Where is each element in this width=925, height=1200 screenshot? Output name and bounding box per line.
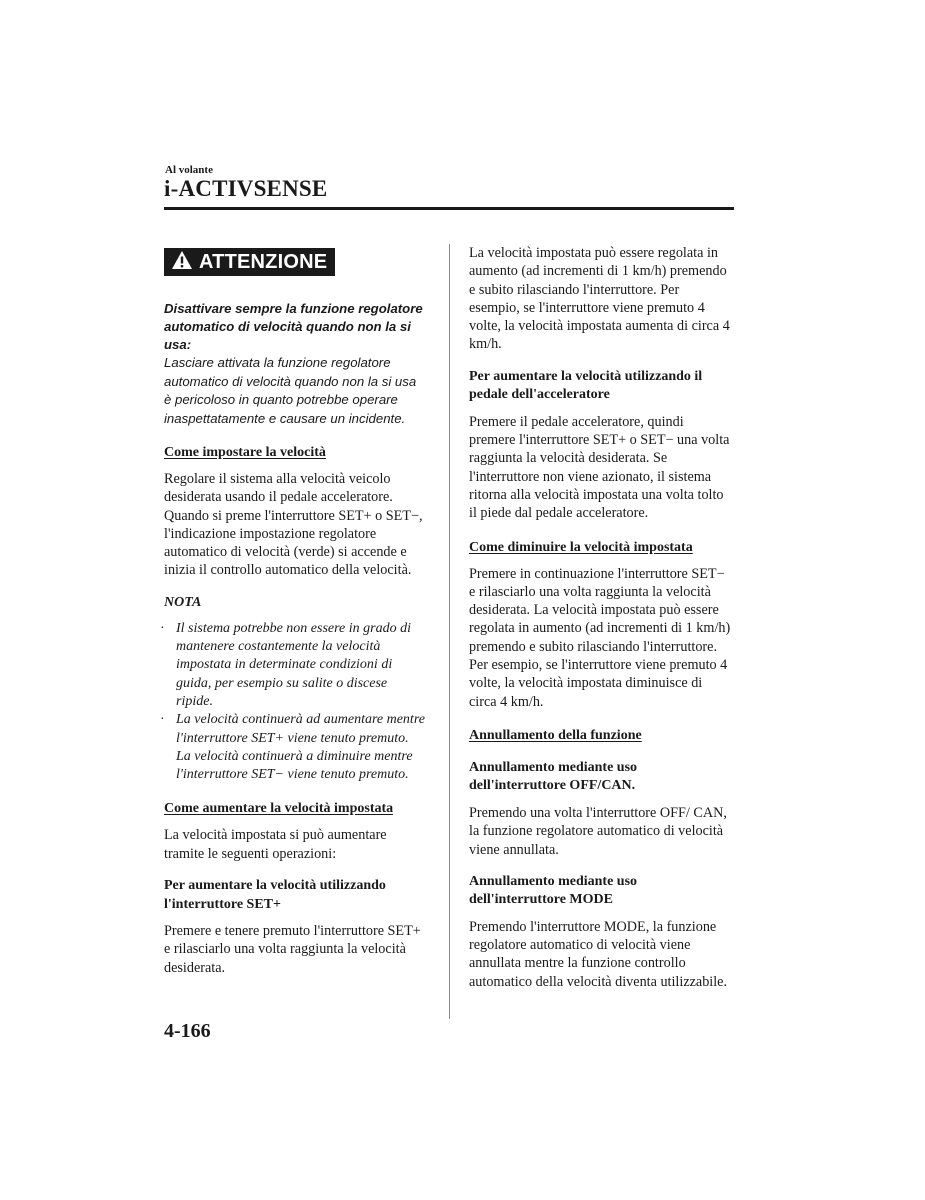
- note-item: · Il sistema potrebbe non essere in grado di mantenere costantemente la velocità impostata in determinate condizioni di guida, per esempio su salite o discese ripide.: [164, 620, 426, 711]
- accelerator-heading: Per aumentare la velocità utilizzando il pedale dell'acceleratore: [469, 368, 703, 403]
- right-column: [469, 244, 731, 991]
- section-label: Al volante: [165, 164, 213, 176]
- warning-body: Lasciare attivata la funzione regolatore automatico di velocità quando non la si usa è pericoloso in quanto potrebbe operare inaspettatamente e causare un incidente.: [164, 355, 417, 426]
- note-item: · La velocità continuerà ad aumentare mentre l'interruttore SET+ viene tenuto premuto. La velocità continuerà a diminuire mentre l'interruttore SET− viene tenuto premuto.: [164, 711, 426, 784]
- mode-text: Premendo l'interruttore MODE, la funzione regolatore automatico di velocità viene annullata mentre la funzione controllo automatico della velocità diventa utilizzabile.: [469, 918, 728, 990]
- warning-label: ATTENZIONE: [199, 250, 328, 273]
- page-title: i-ACTIVSENSE: [164, 176, 328, 201]
- warning-triangle-icon: [171, 250, 193, 275]
- mode-heading: Annullamento mediante uso dell'interruttore MODE: [469, 873, 638, 908]
- off-can-text: Premendo una volta l'interruttore OFF/ CAN, la funzione regolatore automatico di velocità viene annullata.: [469, 804, 727, 858]
- set-speed-heading: Come impostare la velocità: [164, 445, 326, 460]
- increase-speed-text: La velocità impostata si può aumentare tramite le seguenti operazioni:: [164, 827, 387, 862]
- warning-lead: Disattivare sempre la funzione regolatore automatico di velocità quando non la si usa:: [164, 301, 423, 352]
- cancel-heading: Annullamento della funzione: [469, 727, 642, 743]
- note-heading: NOTA: [164, 594, 202, 610]
- accelerator-text: Premere il pedale acceleratore, quindi premere l'interruttore SET+ o SET− una volta raggiunta la velocità desiderata. Se l'interruttore non viene azionato, il sistema ritorna alla velocità impostata una volta tolto il piede dal pedale acceleratore.: [469, 413, 730, 522]
- set-plus-increment-text: La velocità impostata può essere regolata in aumento (ad incrementi di 1 km/h) premendo e subito rilasciando l'interruttore. Per esempio, se l'interruttore viene premuto 4 volte, la velocità impostata aumenta di circa 4 km/h.: [469, 245, 730, 353]
- title-rule: [164, 207, 734, 210]
- column-divider: [449, 244, 450, 1019]
- increase-speed-heading: Come aumentare la velocità impostata: [164, 801, 394, 817]
- note-list: [164, 620, 426, 785]
- set-speed-text: Regolare il sistema alla velocità veicolo desiderata usando il pedale acceleratore. Quando si preme l'interruttore SET+ o SET−, l'indicazione impostazione regolatore automatico di velocità (verde) si accende e inizia il controllo automatico della velocità.: [164, 471, 423, 579]
- set-plus-switch-text: Premere e tenere premuto l'interruttore SET+ e rilasciarlo una volta raggiunta la velocità desiderata.: [164, 923, 421, 976]
- set-plus-switch-heading: Per aumentare la velocità utilizzando l'interruttore SET+: [164, 878, 386, 912]
- decrease-speed-text: Premere in continuazione l'interruttore SET− e rilasciarlo una volta raggiunta la velocità desiderata. La velocità impostata può essere regolata in aumento (ad incrementi di 1 km/h) premendo e subito rilasciando l'interruttore. Per esempio, se l'interruttore viene premuto 4 volte, la velocità impostata diminuisce di circa 4 km/h.: [469, 565, 731, 710]
- decrease-speed-heading: Come diminuire la velocità impostata: [469, 539, 693, 555]
- warning-banner: [164, 248, 335, 276]
- page-number: 4-166: [164, 1020, 211, 1042]
- off-can-heading: Annullamento mediante uso dell'interruttore OFF/CAN.: [469, 759, 638, 794]
- left-column: [164, 244, 426, 977]
